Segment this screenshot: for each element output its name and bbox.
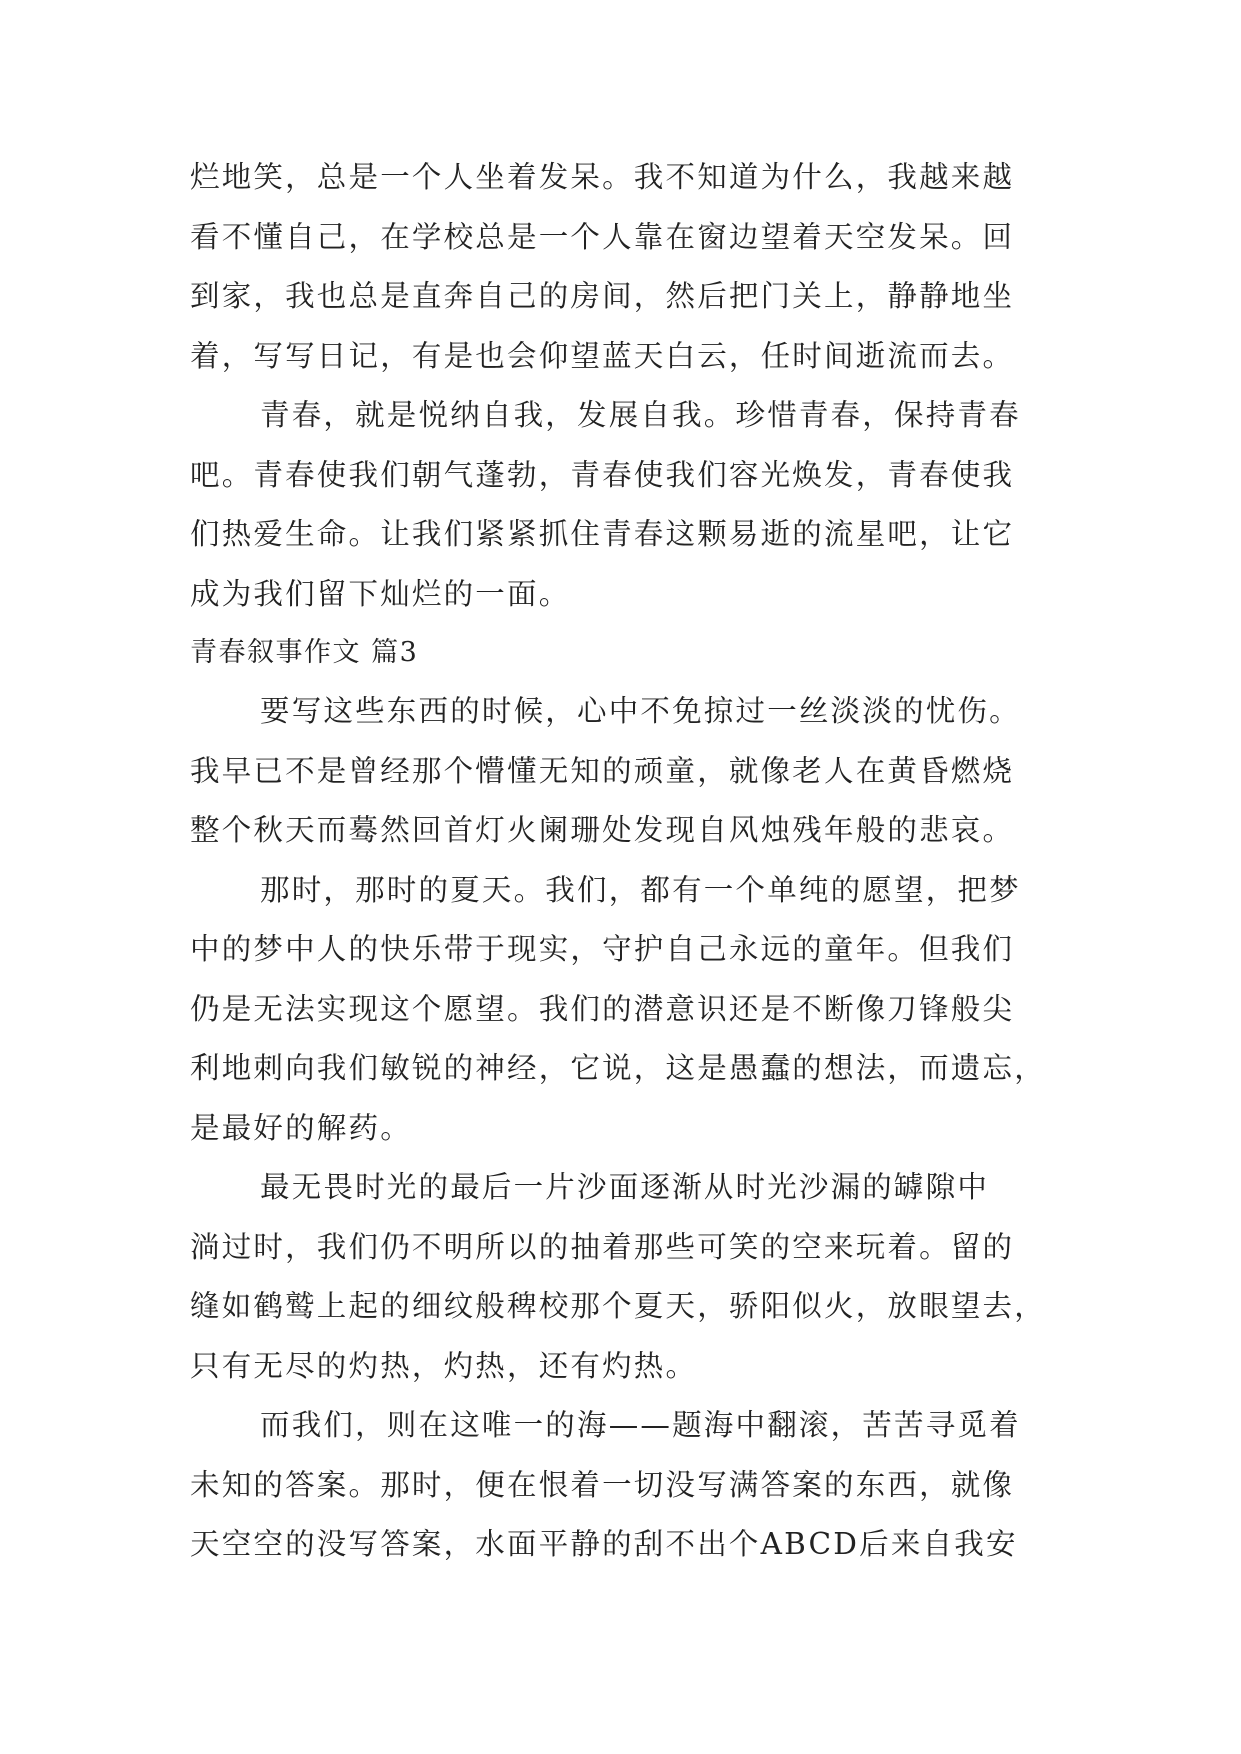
- text-line: 缝如鹤鹫上起的细纹般稗校那个夏天，骄阳似火，放眼望去，: [190, 1289, 1046, 1323]
- text-line: 我早已不是曾经那个懵懂无知的顽童，就像老人在黄昏燃烧: [190, 753, 1015, 788]
- paragraph: [190, 1396, 1070, 1575]
- text-line: 最无畏时光的最后一片沙面逐渐从时光沙漏的罅隙中: [260, 1170, 990, 1204]
- text-line: 青春，就是悦纳自我，发展自我。珍惜青春，保持青春: [260, 398, 1021, 432]
- paragraph: [190, 861, 1070, 1159]
- paragraph: [190, 682, 1070, 861]
- text-line: 是最好的解药。: [190, 1110, 412, 1145]
- text-line: 到家，我也总是直奔自己的房间，然后把门关上，静静地坐: [190, 279, 1015, 313]
- text-line: 天空空的没写答案，水面平静的刮不出个ABCD后来自我安: [190, 1527, 1018, 1561]
- text-line: 未知的答案。那时，便在恨着一切没写满答案的东西，就像: [190, 1467, 1015, 1502]
- text-line: 而我们，则在这唯一的海——题海中翻滚，苦苦寻觅着: [260, 1408, 1021, 1442]
- paragraph: [190, 1158, 1070, 1396]
- document-page: [190, 148, 1070, 1575]
- text-line: 利地刺向我们敏锐的神经，它说，这是愚蠢的想法，而遗忘，: [190, 1051, 1046, 1085]
- text-line: 要写这些东西的时候，心中不免掠过一丝淡淡的忧伤。: [260, 694, 1021, 728]
- text-line: 只有无尽的灼热，灼热，还有灼热。: [190, 1348, 698, 1383]
- text-line: 淌过时，我们仍不明所以的抽着那些可笑的空来玩着。留的: [190, 1229, 1015, 1264]
- text-line: 烂地笑，总是一个人坐着发呆。我不知道为什么，我越来越: [190, 160, 1015, 194]
- text-line: 着，写写日记，有是也会仰望蓝天白云，任时间逝流而去。: [190, 338, 1015, 373]
- paragraph: [190, 386, 1070, 624]
- text-line: 中的梦中人的快乐带于现实，守护自己永远的童年。但我们: [190, 932, 1015, 966]
- text-line: 仍是无法实现这个愿望。我们的潜意识还是不断像刀锋般尖: [190, 991, 1015, 1026]
- text-line: 那时，那时的夏天。我们，都有一个单纯的愿望，把梦: [260, 872, 1021, 907]
- text-line: 看不懂自己，在学校总是一个人靠在窗边望着天空发呆。回: [190, 219, 1015, 254]
- text-line: 成为我们留下灿烂的一面。: [190, 576, 571, 611]
- text-line: 们热爱生命。让我们紧紧抓住青春这颗易逝的流星吧，让它: [190, 517, 1015, 551]
- paragraph: [190, 148, 1070, 386]
- section-heading: 青春叙事作文 篇3: [190, 637, 419, 668]
- text-line: 整个秋天而蓦然回首灯火阑珊处发现自风烛残年般的悲哀。: [190, 813, 1015, 847]
- text-line: 吧。青春使我们朝气蓬勃，青春使我们容光焕发，青春使我: [190, 457, 1015, 492]
